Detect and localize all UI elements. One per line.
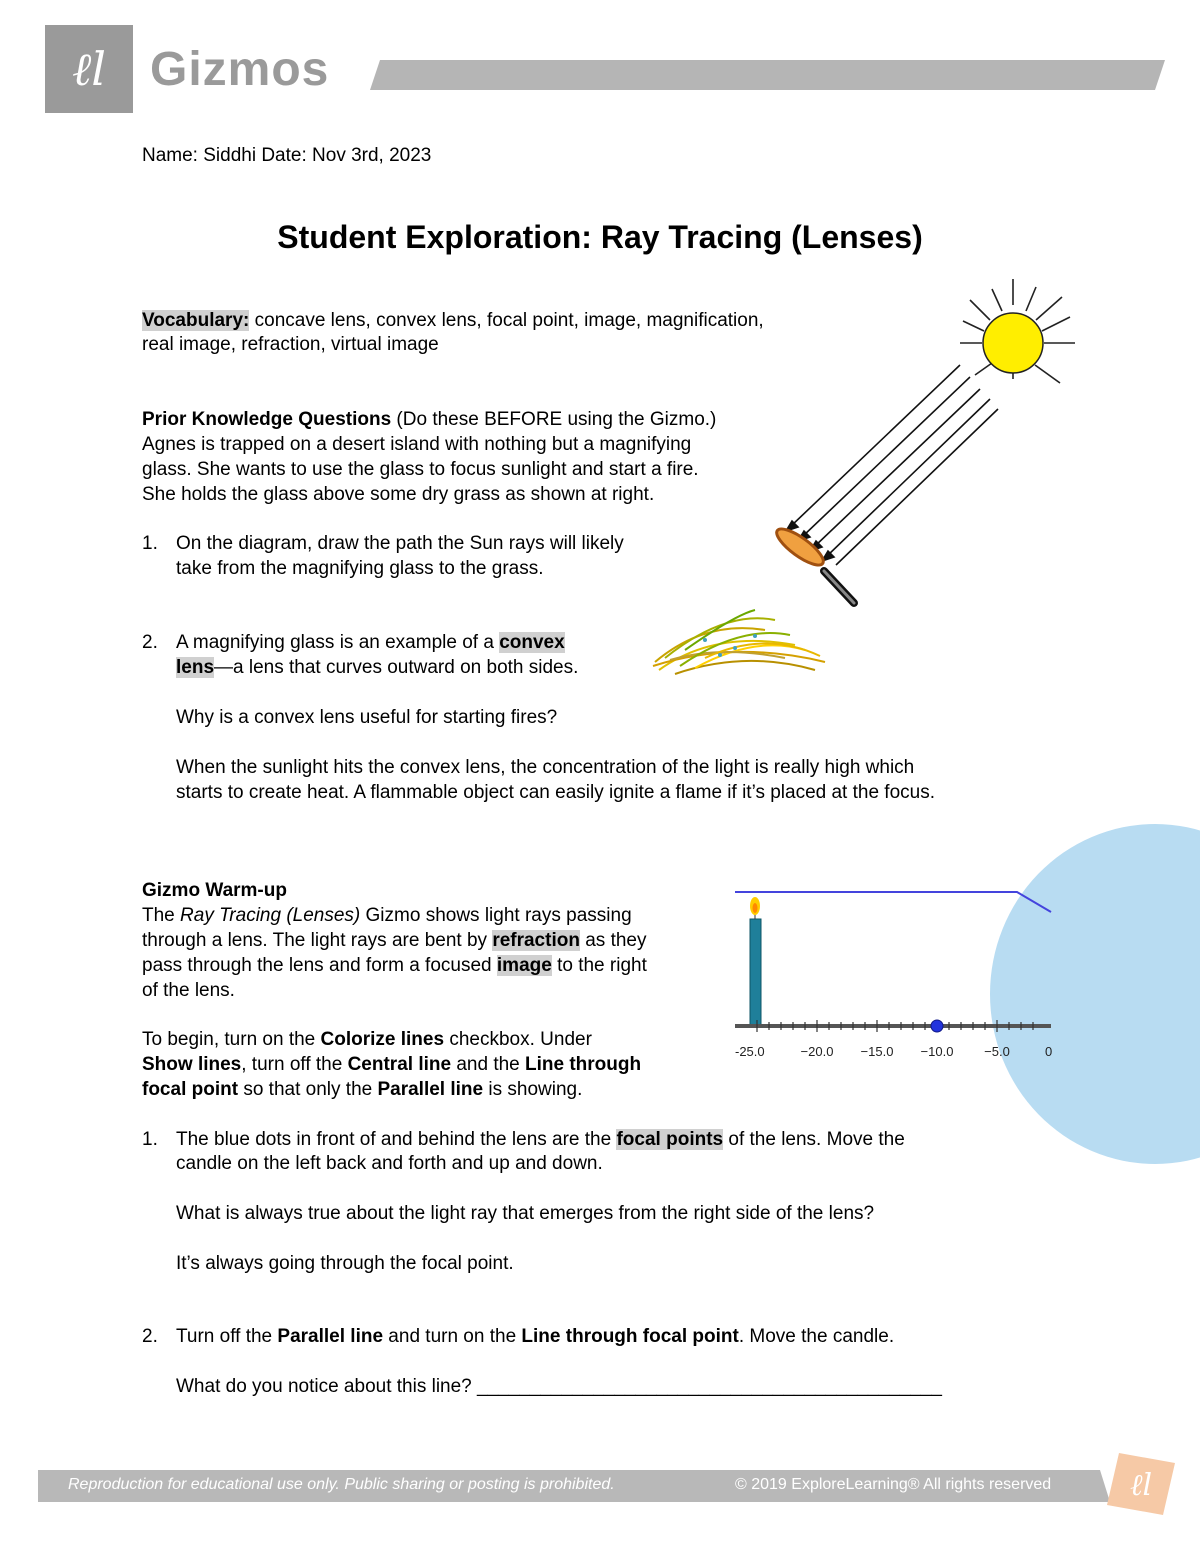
warmup-q2-number: 2. [142, 1326, 158, 1347]
grass-icon [653, 610, 825, 674]
line-through-label: Line through [525, 1054, 642, 1075]
instructions-line-2 [142, 1053, 641, 1078]
footer-copyright: © 2019 ExploreLearning® All rights reserved [735, 1476, 1052, 1493]
vocabulary-label: Vocabulary: [142, 310, 250, 331]
warmup-q2-question-line [176, 1375, 942, 1400]
prior-q2-answer-line-2: starts to create heat. A flammable object can easily ignite a flame if it’s placed at the focus. [176, 782, 935, 803]
instr-3a: so that only the [238, 1079, 378, 1100]
answer-blank[interactable]: ____________________________________________ [477, 1376, 942, 1397]
parallel-line-label: Parallel line [377, 1079, 484, 1100]
parallel-line-term: Parallel line [277, 1326, 384, 1347]
vocabulary-line-1 [142, 309, 764, 334]
instructions-line-1 [142, 1028, 592, 1053]
warmup-p2-post: as they [579, 930, 647, 951]
instr-2b: and the [451, 1054, 526, 1075]
warmup-line-1 [142, 904, 632, 929]
warmup-q1-line-2: candle on the left back and forth and up and down. [176, 1153, 603, 1174]
vocabulary-terms-1: concave lens, convex lens, focal point, image, magnification, [249, 310, 764, 331]
warmup-q1-number: 1. [142, 1129, 158, 1150]
prior-q2-text: A magnifying glass is an example of a [176, 632, 500, 653]
prior-q2-line-2 [176, 656, 578, 681]
prior-heading-note: (Do these BEFORE using the Gizmo.) [391, 409, 717, 430]
prior-q2-definition: —a lens that curves outward on both sides. [214, 657, 579, 678]
lens-shape [990, 824, 1200, 1164]
logo-glyph: ℓl [72, 42, 106, 96]
prior-q2-number: 2. [142, 632, 158, 653]
line-through-focal-term: Line through focal point [521, 1326, 739, 1347]
prior-q1-line-2: take from the magnifying glass to the grass. [176, 558, 544, 579]
instr-2a: , turn off the [241, 1054, 348, 1075]
sun-icon [983, 313, 1043, 373]
prior-line-3: She holds the glass above some dry grass as shown at right. [142, 484, 655, 505]
footer-logo-glyph: ℓl [1129, 1468, 1153, 1503]
instr-3b: is showing. [483, 1079, 583, 1100]
page-title: Student Exploration: Ray Tracing (Lenses) [277, 219, 923, 255]
warmup-q1-line-1 [176, 1128, 905, 1153]
warmup-q2-question: What do you notice about this line? [176, 1376, 478, 1397]
warmup-q1-question: What is always true about the light ray that emerges from the right side of the lens? [176, 1203, 875, 1224]
warmup-heading: Gizmo Warm-up [142, 880, 287, 901]
warmup-q2-line-1 [176, 1325, 894, 1350]
tick-label: -25.0 [735, 1044, 765, 1059]
term-focal-points: focal points [616, 1129, 724, 1150]
warmup-q2-pre: Turn off the [176, 1326, 278, 1347]
prior-knowledge-heading [142, 408, 716, 433]
warmup-p3-post: to the right [551, 955, 647, 976]
prior-q2-question: Why is a convex lens useful for starting fires? [176, 707, 558, 728]
ray-diagram [735, 872, 1051, 1116]
tick-label: −10.0 [920, 1044, 954, 1059]
warmup-q1-post: of the lens. Move the [723, 1129, 905, 1150]
instr-1a: To begin, turn on the [142, 1029, 321, 1050]
name-date-line: Name: Siddhi Date: Nov 3rd, 2023 [142, 145, 432, 166]
warmup-p3: pass through the lens and form a focused [142, 955, 497, 976]
prior-line-2: glass. She wants to use the glass to focus sunlight and start a fire. [142, 459, 699, 480]
tick-label: 0 [1045, 1044, 1053, 1059]
gizmo-name: Ray Tracing (Lenses) [180, 905, 361, 926]
warmup-p2: through a lens. The light rays are bent by [142, 930, 493, 951]
candle-icon [750, 897, 761, 1025]
term-image: image [496, 955, 552, 976]
footer-disclaimer: Reproduction for educational use only. Public sharing or posting is prohibited. [68, 1476, 615, 1493]
prior-q1-number: 1. [142, 533, 158, 554]
prior-line-1: Agnes is trapped on a desert island with nothing but a magnifying [142, 434, 692, 455]
tick-label: −20.0 [800, 1044, 834, 1059]
header-bar [370, 60, 1165, 90]
magnifying-glass-icon [772, 523, 854, 603]
incoming-rays [786, 365, 998, 565]
prior-heading: Prior Knowledge Questions [142, 409, 392, 430]
warmup-q2-mid: and turn on the [383, 1326, 522, 1347]
focal-point-label: focal point [142, 1079, 239, 1100]
tick-label: −15.0 [860, 1044, 894, 1059]
prior-q2-answer-line-1: When the sunlight hits the convex lens, the concentration of the light is really high which [176, 757, 915, 778]
warmup-q1-pre: The blue dots in front of and behind the lens are the [176, 1129, 617, 1150]
term-lens: lens [176, 657, 215, 678]
warmup-line-4: of the lens. [142, 980, 235, 1001]
instr-1b: checkbox. Under [444, 1029, 592, 1050]
central-line-label: Central line [347, 1054, 452, 1075]
sun-magnifier-illustration [770, 275, 1090, 615]
vocabulary-line-2: real image, refraction, virtual image [142, 334, 439, 355]
term-convex: convex [499, 632, 565, 653]
warmup-p1-rest: Gizmo shows light rays passing [360, 905, 632, 926]
prior-q2-line-1 [176, 631, 565, 656]
tick-label: −5.0 [984, 1044, 1010, 1059]
warmup-q1-answer: It’s always going through the focal point. [176, 1253, 514, 1274]
warmup-the: The [142, 905, 181, 926]
term-refraction: refraction [492, 930, 580, 951]
show-lines-label: Show lines [142, 1054, 242, 1075]
instructions-line-3 [142, 1078, 582, 1103]
warmup-line-3 [142, 954, 647, 979]
focal-point-dot [931, 1020, 943, 1032]
warmup-line-2 [142, 929, 647, 954]
footer-logo-icon [1105, 1445, 1177, 1517]
gizmo-simulation-screenshot [735, 872, 1051, 1116]
parallel-ray [735, 892, 1051, 912]
explorelearning-logo [45, 25, 133, 113]
dry-grass-illustration [645, 600, 835, 682]
prior-q1-line-1: On the diagram, draw the path the Sun rays will likely [176, 533, 624, 554]
warmup-q2-post: . Move the candle. [738, 1326, 895, 1347]
colorize-lines-label: Colorize lines [320, 1029, 445, 1050]
brand-name: Gizmos [150, 43, 330, 96]
